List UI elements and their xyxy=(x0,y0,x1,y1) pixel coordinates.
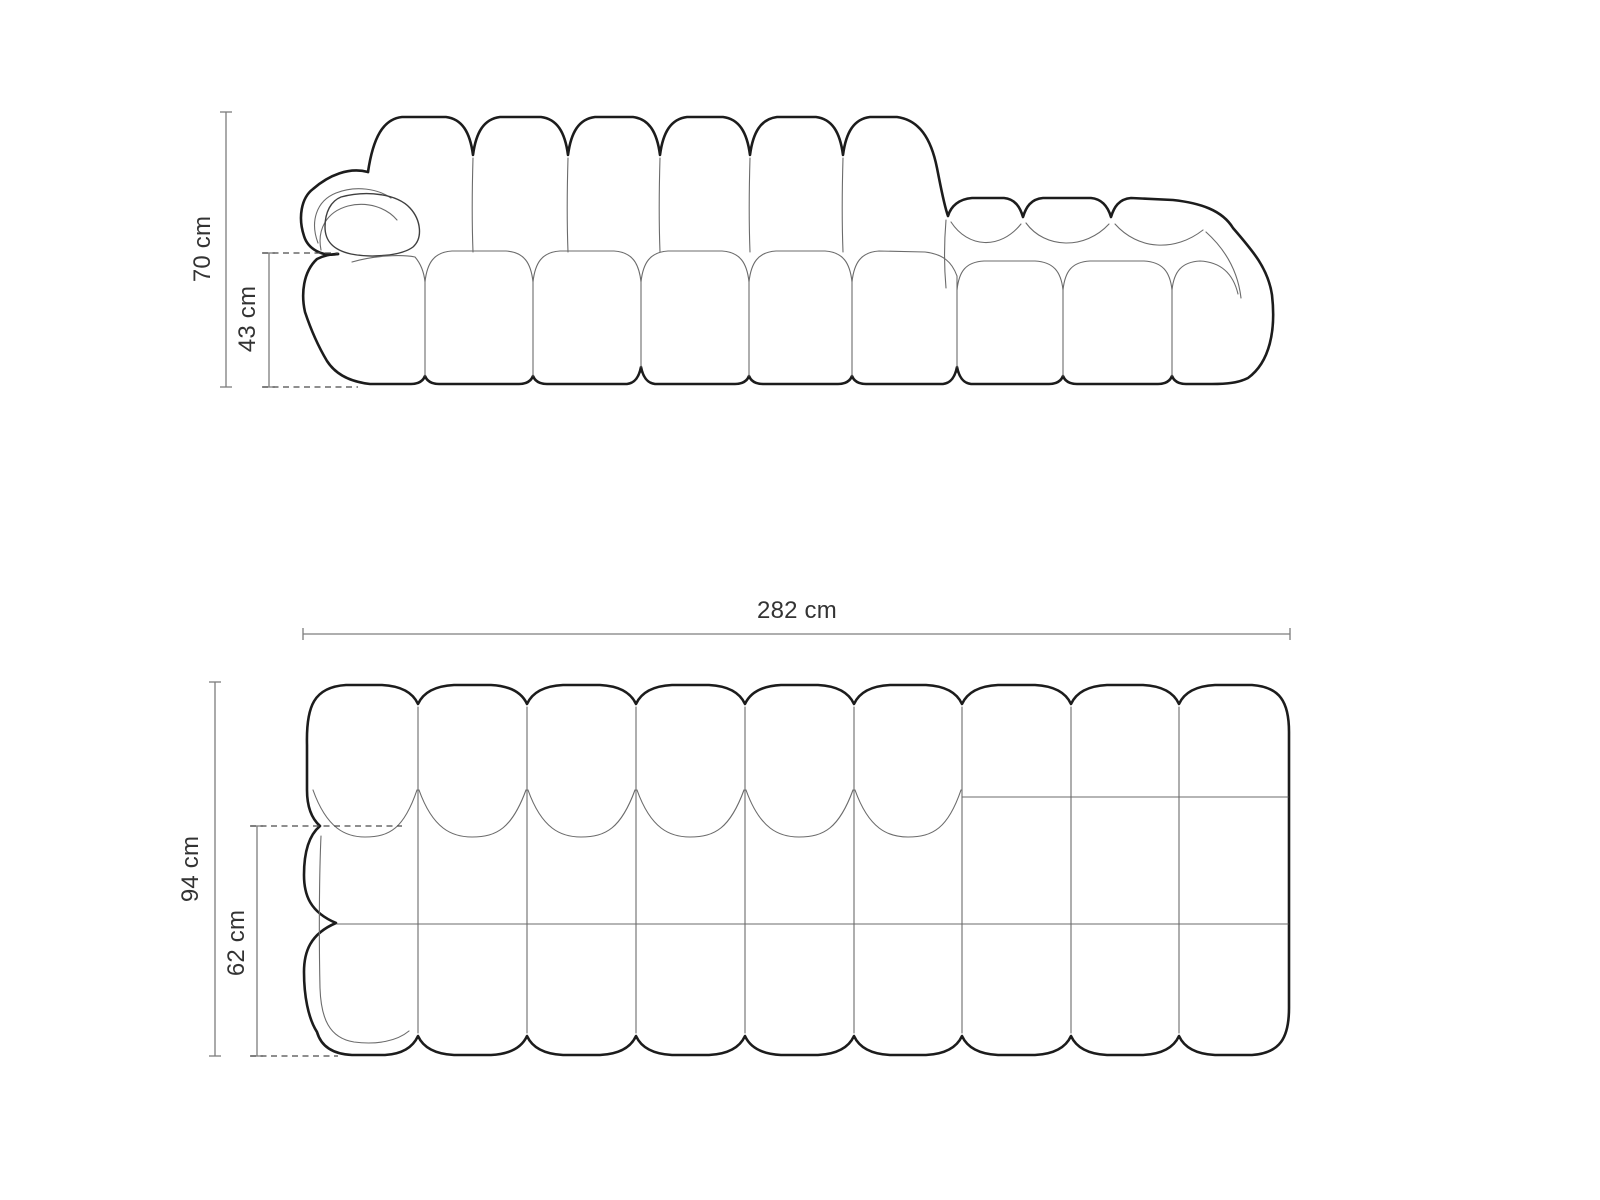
front-armrest-face xyxy=(325,194,419,256)
top-armrest-inner-line xyxy=(319,836,409,1043)
top-overall-width-label: 282 cm xyxy=(757,597,837,624)
dimension-70cm xyxy=(220,112,232,387)
front-seat-height-label: 43 cm xyxy=(234,285,261,353)
top-backrest-bottom-curves xyxy=(313,790,961,837)
top-row-lines xyxy=(337,797,1288,924)
top-outline xyxy=(304,685,1289,1055)
top-overall-depth-label: 94 cm xyxy=(177,835,204,903)
top-module-seams xyxy=(418,707,1179,1033)
front-back-cushion-seams xyxy=(472,158,946,288)
top-seat-depth-label: 62 cm xyxy=(223,909,250,977)
front-seat-top-edges xyxy=(352,251,957,282)
top-view-drawing xyxy=(209,628,1290,1056)
front-overall-height-label: 70 cm xyxy=(189,215,216,283)
dimension-282cm xyxy=(303,628,1290,640)
front-seat-seams xyxy=(425,276,1172,376)
front-view-drawing xyxy=(220,112,1273,387)
front-armrest-crease-lower xyxy=(320,204,397,250)
dimension-94cm xyxy=(209,682,221,1056)
front-ottoman-creases xyxy=(951,222,1241,298)
dimension-43cm xyxy=(262,253,358,387)
